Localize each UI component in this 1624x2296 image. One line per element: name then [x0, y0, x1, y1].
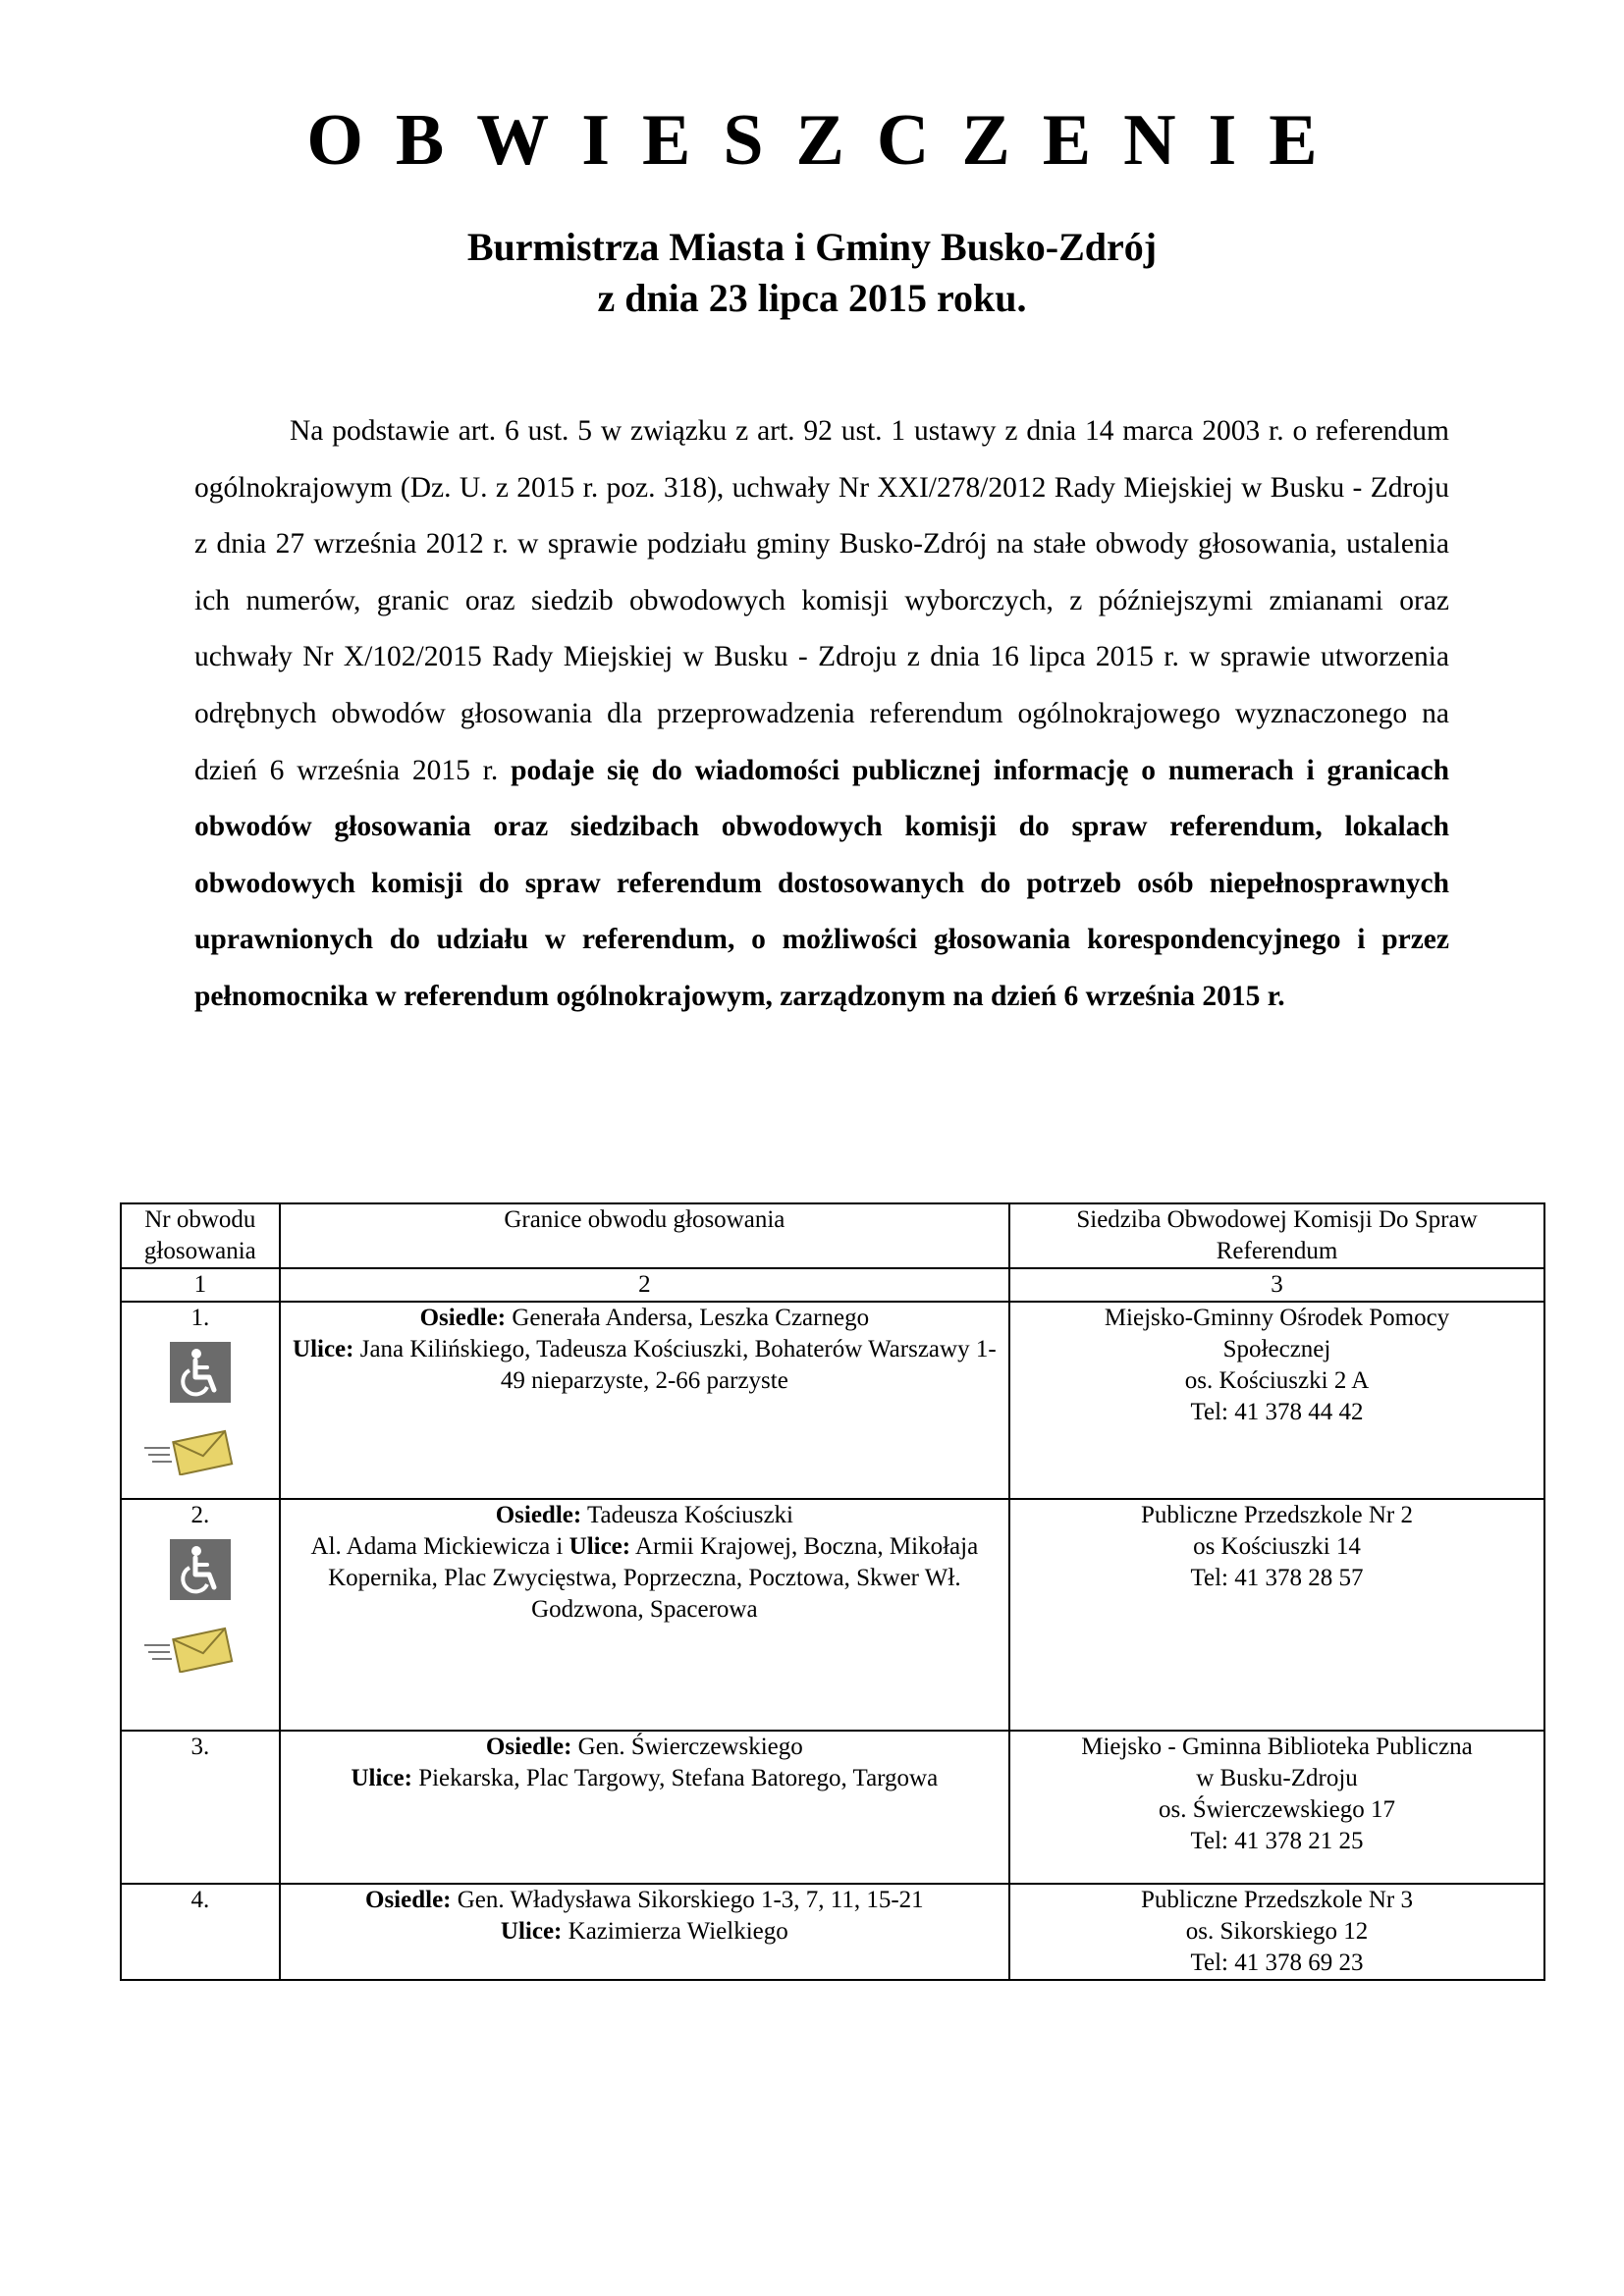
ulice-line	[287, 1531, 1002, 1626]
osiedle-line	[287, 1732, 1002, 1763]
ulice-value: Kazimierza Wielkiego	[562, 1918, 788, 1945]
district-number-cell	[121, 1302, 280, 1499]
issuer-line: Burmistrza Miasta i Gminy Busko-Zdrój	[466, 225, 1158, 269]
voting-districts-table	[120, 1202, 1545, 1981]
district-number: 2.	[190, 1502, 210, 1528]
table-row	[121, 1884, 1544, 1980]
district-number-cell	[121, 1499, 280, 1731]
table-row	[121, 1499, 1544, 1731]
ulice-label: Ulice:	[351, 1765, 412, 1791]
commission-seat-cell	[1009, 1731, 1544, 1884]
osiedle-label: Osiedle:	[495, 1502, 582, 1528]
osiedle-line	[287, 1303, 1002, 1334]
announcement-body	[194, 403, 1449, 1026]
commission-seat-cell	[1009, 1499, 1544, 1731]
osiedle-value: Tadeusza Kościuszki	[581, 1502, 793, 1528]
date-line: z dnia 23 lipca 2015 roku.	[597, 276, 1027, 320]
commission-seat-cell	[1009, 1302, 1544, 1499]
district-number: 1.	[190, 1305, 210, 1331]
osiedle-value: Gen. Świerczewskiego	[571, 1734, 803, 1760]
header-district-boundaries: Granice obwodu głosowania	[280, 1203, 1009, 1268]
osiedle-line	[287, 1500, 1002, 1531]
district-number: 3.	[190, 1734, 210, 1760]
seat-line: Miejsko-Gminny Ośrodek Pomocy	[1104, 1305, 1450, 1331]
ulice-prefix: Al. Adama Mickiewicza i	[310, 1533, 569, 1560]
ulice-line	[287, 1763, 1002, 1794]
ulice-label: Ulice:	[293, 1336, 354, 1362]
ulice-value: Armii Krajowej, Boczna, Mikołaja Kopernika, Plac Zwycięstwa, Poprzeczna, Pocztowa, Skwer Wł. Godzwona, Spacerowa	[328, 1533, 979, 1623]
seat-line: w Busku-Zdroju	[1196, 1765, 1358, 1791]
seat-address: os. Sikorskiego 12	[1185, 1918, 1369, 1945]
header-commission-seat: Siedziba Obwodowej Komisji Do Spraw Referendum	[1009, 1203, 1544, 1268]
osiedle-value: Generała Andersa, Leszka Czarnego	[506, 1305, 870, 1331]
district-number-cell	[121, 1731, 280, 1884]
legal-basis-text: Na podstawie art. 6 ust. 5 w związku z art. 92 ust. 1 ustawy z dnia 14 marca 2003 r. o referendum ogólnokrajowym (Dz. U. z 2015 r. poz. 318), uchwały Nr XXI/278/2012 Rady Miejskiej w Busku - Zdroju z dnia 27 września 2012 r. w sprawie podziału gminy Busko-Zdrój na stałe obwody głosowania, ustalenia ich numerów, granic oraz siedzib obwodowych komisji wyborczych, z późniejszymi zmianami oraz uchwały Nr X/102/2015 Rady Miejskiej w Busku - Zdroju z dnia 16 lipca 2015 r. w sprawie utworzenia odrębnych obwodów głosowania dla przeprowadzenia referendum ogólnokrajowego wyznaczonego na dzień 6 września 2015 r.	[194, 415, 1449, 786]
envelope-icon	[144, 1428, 235, 1475]
district-number: 4.	[190, 1887, 210, 1913]
table-row	[121, 1731, 1544, 1884]
page-title: OBWIESZCZENIE	[306, 100, 1350, 181]
ulice-line	[287, 1916, 1002, 1948]
column-number: 2	[280, 1268, 1009, 1302]
wheelchair-icon	[170, 1539, 231, 1600]
ulice-label: Ulice:	[568, 1533, 631, 1560]
seat-address: os. Kościuszki 2 A	[1184, 1367, 1370, 1394]
ulice-label: Ulice:	[500, 1918, 563, 1945]
column-number: 1	[121, 1268, 280, 1302]
osiedle-label: Osiedle:	[365, 1887, 452, 1913]
seat-address: os. Świerczewskiego 17	[1159, 1796, 1395, 1823]
seat-address: os Kościuszki 14	[1193, 1533, 1361, 1560]
seat-line: Publiczne Przedszkole Nr 2	[1140, 1502, 1413, 1528]
envelope-icon	[144, 1626, 235, 1673]
column-number-row	[121, 1268, 1544, 1302]
district-number-cell	[121, 1884, 280, 1980]
header-district-number: Nr obwodu głosowania	[121, 1203, 280, 1268]
ulice-line	[287, 1334, 1002, 1397]
district-boundaries-cell	[280, 1731, 1009, 1884]
column-number: 3	[1009, 1268, 1544, 1302]
commission-seat-cell	[1009, 1884, 1544, 1980]
osiedle-label: Osiedle:	[419, 1305, 507, 1331]
seat-line: Miejsko - Gminna Biblioteka Publiczna	[1081, 1734, 1473, 1760]
seat-phone: Tel: 41 378 21 25	[1190, 1828, 1364, 1854]
seat-line: Publiczne Przedszkole Nr 3	[1140, 1887, 1413, 1913]
seat-phone: Tel: 41 378 28 57	[1190, 1565, 1364, 1591]
ulice-value: Piekarska, Plac Targowy, Stefana Batorego, Targowa	[411, 1765, 939, 1791]
district-boundaries-cell	[280, 1302, 1009, 1499]
accessibility-icons	[128, 1342, 273, 1475]
wheelchair-icon	[170, 1342, 231, 1403]
seat-phone: Tel: 41 378 69 23	[1190, 1949, 1364, 1976]
ulice-value: Jana Kilińskiego, Tadeusza Kościuszki, Bohaterów Warszawy 1-49 nieparzyste, 2-66 parzyste	[353, 1336, 997, 1394]
district-boundaries-cell	[280, 1499, 1009, 1731]
osiedle-line	[287, 1885, 1002, 1916]
seat-phone: Tel: 41 378 44 42	[1190, 1399, 1364, 1425]
table-row	[121, 1302, 1544, 1499]
osiedle-label: Osiedle:	[485, 1734, 572, 1760]
district-boundaries-cell	[280, 1884, 1009, 1980]
accessibility-icons	[128, 1539, 273, 1673]
osiedle-value: Gen. Władysława Sikorskiego 1-3, 7, 11, 15-21	[451, 1887, 924, 1913]
announcement-bold-text: podaje się do wiadomości publicznej informację o numerach i granicach obwodów głosowania oraz siedzibach obwodowych komisji do spraw referendum, lokalach obwodowych komisji do spraw referendum dostosowanych do potrzeb osób niepełnosprawnych uprawnionych do udziału w referendum, o możliwości głosowania korespondencyjnego i przez pełnomocnika w referendum ogólnokrajowym, zarządzonym na dzień 6 września 2015 r.	[194, 754, 1450, 1012]
seat-line: Społecznej	[1222, 1336, 1331, 1362]
table-header-row	[121, 1203, 1544, 1268]
